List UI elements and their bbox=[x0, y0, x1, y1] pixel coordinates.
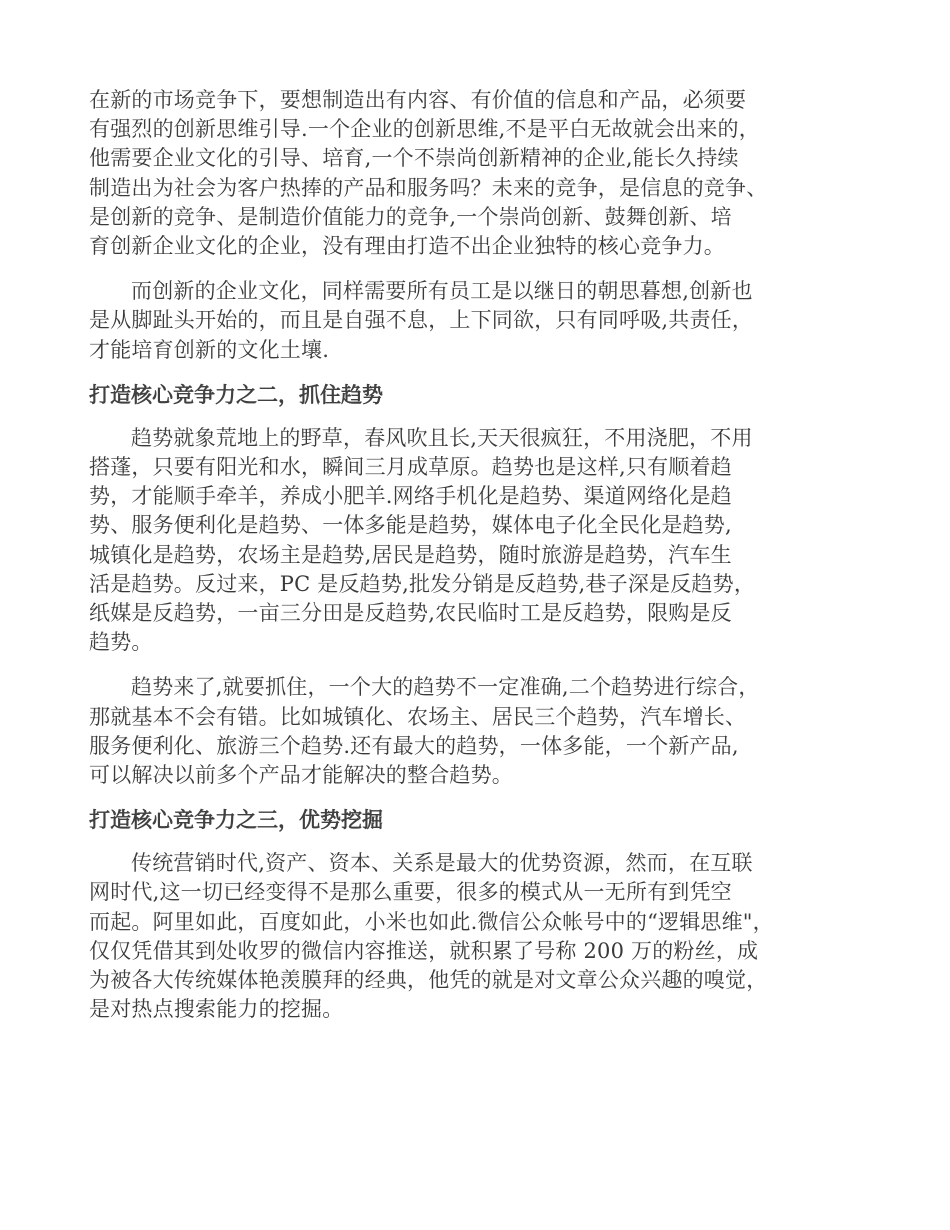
text-line: 纸媒是反趋势，一亩三分田是反趋势,农民临时工是反趋势，限购是反 bbox=[89, 601, 732, 626]
paragraph-advantage-mining bbox=[89, 849, 871, 1024]
text-line: 而创新的企业文化，同样需要所有员工是以继日的朝思暮想,创新也 bbox=[131, 279, 753, 304]
text-line: 活是趋势。反过来，PC 是反趋势,批发分销是反趋势,巷子深是反趋势， bbox=[89, 571, 756, 596]
text-line: 搭蓬，只要有阳光和水，瞬间三月成草原。趋势也是这样,只有顺着趋 bbox=[89, 455, 732, 480]
text-line: 那就基本不会有错。比如城镇化、农场主、居民三个趋势，汽车增长、 bbox=[89, 704, 747, 729]
text-line: 有强烈的创新思维引导.一个企业的创新思维,不是平白无故就会出来的， bbox=[89, 117, 760, 142]
paragraph-trends-description bbox=[89, 424, 871, 658]
text-line: 趋势。 bbox=[89, 630, 153, 655]
section-heading-trends: 打造核心竞争力之二，抓住趋势 bbox=[89, 382, 383, 407]
text-line: 为被各大传统媒体艳羡膜拜的经典，他凭的就是对文章公众兴趣的嗅觉， bbox=[89, 968, 768, 993]
text-line: 传统营销时代,资产、资本、关系是最大的优势资源，然而，在互联 bbox=[131, 851, 753, 876]
text-line: 是对热点搜索能力的挖掘。 bbox=[89, 997, 344, 1022]
text-line: 仅仅凭借其到处收罗的微信内容推送，就积累了号称 200 万的粉丝，成 bbox=[89, 938, 759, 963]
text-line: 他需要企业文化的引导、培育,一个不崇尚创新精神的企业,能长久持续 bbox=[89, 146, 739, 171]
text-line: 是从脚趾头开始的，而且是自强不息，上下同欲，只有同呼吸,共责任， bbox=[89, 308, 754, 333]
text-line: 势，才能顺手牵羊，养成小肥羊.网络手机化是趋势、渠道网络化是趋 bbox=[89, 484, 732, 509]
text-line: 服务便利化、旅游三个趋势.还有最大的趋势，一体多能，一个新产品, bbox=[89, 733, 739, 758]
text-line: 趋势来了,就要抓住，一个大的趋势不一定准确,二个趋势进行综合， bbox=[131, 675, 760, 700]
paragraph-innovation-thinking bbox=[89, 86, 871, 261]
text-line: 而起。阿里如此，百度如此，小米也如此.微信公众帐号中的“逻辑思维"， bbox=[89, 909, 774, 934]
section-heading-advantages: 打造核心竞争力之三，优势挖掘 bbox=[89, 808, 383, 833]
text-line: 是创新的竞争、是制造价值能力的竞争,一个崇尚创新、鼓舞创新、培 bbox=[89, 204, 732, 229]
text-line: 网时代,这一切已经变得不是那么重要，很多的模式从一无所有到凭空 bbox=[89, 880, 732, 905]
text-line: 趋势就象荒地上的野草，春风吹且长,天天很疯狂，不用浇肥，不用 bbox=[131, 425, 753, 450]
paragraph-seize-trends bbox=[89, 673, 871, 790]
document-page bbox=[89, 86, 871, 1040]
text-line: 势、服务便利化是趋势、一体多能是趋势，媒体电子化全民化是趋势, bbox=[89, 513, 732, 538]
text-line: 育创新企业文化的企业，没有理由打造不出企业独特的核心竞争力。 bbox=[89, 234, 725, 259]
text-line: 可以解决以前多个产品才能解决的整合趋势。 bbox=[89, 763, 513, 788]
paragraph-innovation-culture bbox=[89, 277, 871, 365]
text-line: 城镇化是趋势，农场主是趋势,居民是趋势，随时旅游是趋势，汽车生 bbox=[89, 542, 732, 567]
text-line: 在新的市场竞争下，要想制造出有内容、有价值的信息和产品，必须要 bbox=[89, 88, 747, 112]
text-line: 才能培育创新的文化土壤. bbox=[89, 337, 330, 362]
text-line: 制造出为社会为客户热捧的产品和服务吗？未来的竞争，是信息的竞争、 bbox=[89, 175, 768, 200]
